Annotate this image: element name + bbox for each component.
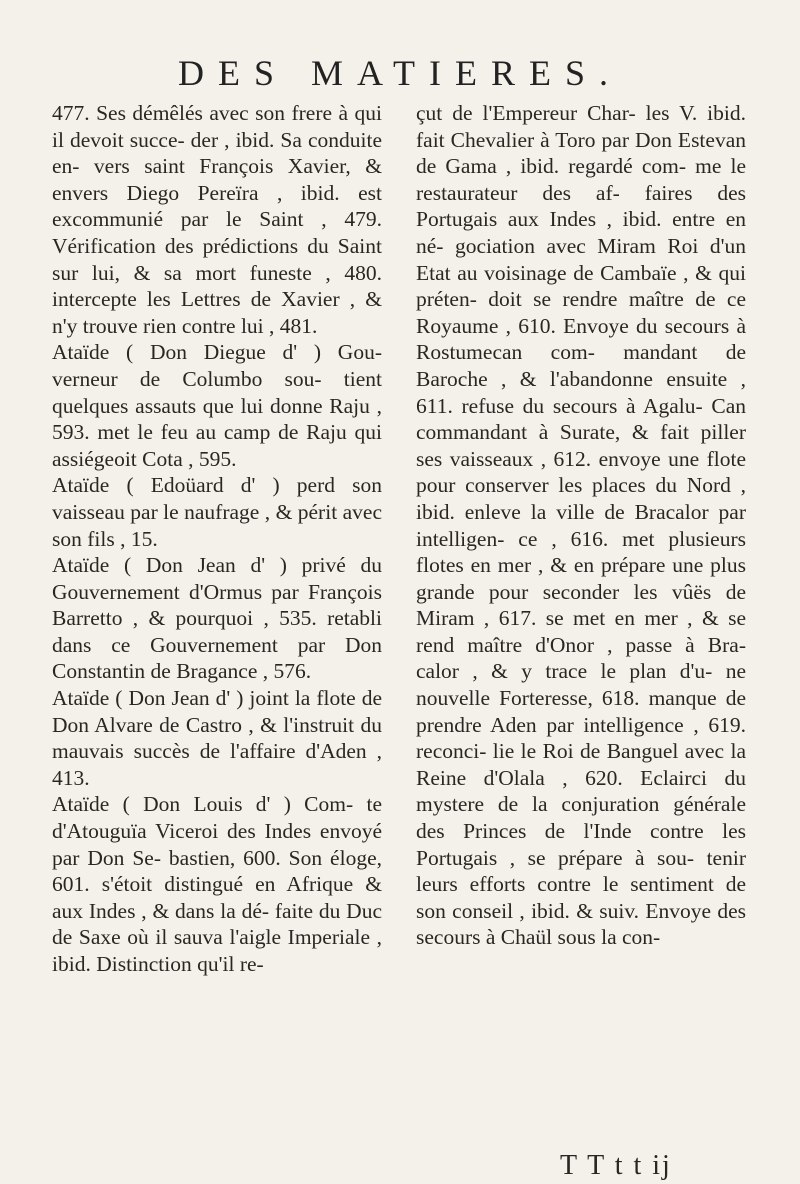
entry-paragraph: Ataïde ( Don Diegue d' ) Gou- verneur de Columbo sou- tient quelques assauts que lui donne Raju , 593. met le feu au camp de Raju qui assiégeoit Cota , 595. [52, 340, 382, 471]
entry-paragraph: Ataïde ( Don Louis d' ) Com- te d'Atouguïa Viceroi des Indes envoyé par Don Se- bastien, 600. Son éloge, 601. s'étoit distingué en Afrique & aux Indes , & dans la dé- faite du Duc de Saxe où il sauva l'aigle Imperiale , ibid. Distinction qu'il re- [52, 792, 382, 976]
entry-paragraph: Ataïde ( Edoüard d' ) perd son vaisseau par le naufrage , & périt avec son fils , 15. [52, 473, 382, 551]
left-column [52, 100, 382, 978]
entry-paragraph: Ataïde ( Don Jean d' ) joint la flote de Don Alvare de Castro , & l'instruit du mauvais succès de l'affaire d'Aden , 413. [52, 686, 382, 790]
page-header: DES MATIERES. [177, 53, 623, 93]
entry-paragraph: Ataïde ( Don Jean d' ) privé du Gouvernement d'Ormus par François Barretto , & pourquoi , 535. retabli dans ce Gouvernement par Don Constantin de Bragance , 576. [52, 553, 382, 684]
entry-paragraph: 477. Ses démêlés avec son frere à qui il devoit succe- der , ibid. Sa conduite en- vers saint François Xavier, & envers Diego Pereïra , ibid. est excommunié par le Saint , 479. Vérification des prédictions du Saint sur lui, & sa mort funeste , 480. intercepte les Lettres de Xavier , & n'y trouve rien contre lui , 481. [52, 101, 382, 338]
entry-paragraph: çut de l'Empereur Char- les V. ibid. fait Chevalier à Toro par Don Estevan de Gama , ibid. regardé com- me le restaurateur des af- faires des Portugais aux Indes , ibid. entre en né- gociation avec Miram Roi d'un Etat au voisinage de Cambaïe , & qui préten- doit se rendre maître de ce Royaume , 610. Envoye du secours à Rostumecan com- mandant de Baroche , & l'abandonne ensuite , 611. refuse du secours à Agalu- Can commandant à Surate, & fait piller ses vaisseaux , 612. envoye une flote pour conserver les places du Nord , ibid. enleve la ville de Bracalor par intelligen- ce , 616. met plusieurs flotes en mer , & en prépare une plus grande pour seconder les vûës de Miram , 617. se met en mer , & se rend maître d'Onor , passe à Bra- calor , & y trace le plan d'u- ne nouvelle Forteresse, 618. manque de prendre Aden par intelligence , 619. reconci- lie le Roi de Banguel avec la Reine d'Olala , 620. Eclairci du mystere de la conjuration générale des Princes de l'Inde contre les Portugais , se prépare à sou- tenir leurs efforts contre le sentiment de son conseil , ibid. & suiv. Envoye des secours à Chaül sous la con- [416, 101, 746, 950]
signature-mark: T T t t ij [560, 1150, 672, 1181]
right-column [416, 100, 746, 951]
